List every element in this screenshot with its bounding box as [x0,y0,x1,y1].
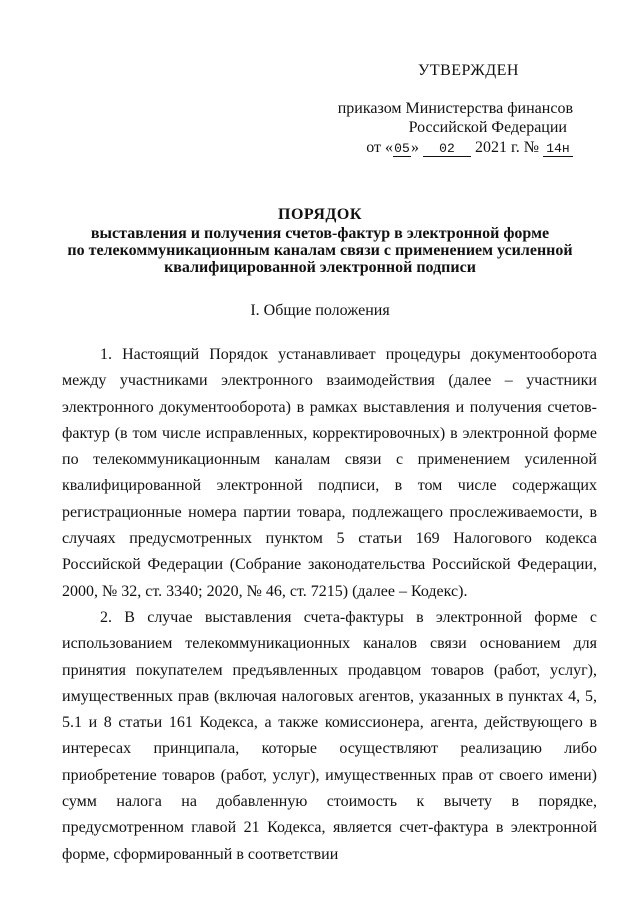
approval-date-line [366,139,573,157]
date-prefix: от « [366,139,393,156]
date-year-number-label: 2021 г. № [474,139,539,156]
paragraph-1: 1. Настоящий Порядок устанавливает процедуры документооборота между участниками электронного взаимодействия (далее – участники электронного документооборота) в рамках выставления и получения счетов-фактур (в том числе исправленных, корректировочных) в электронной форме по телекоммуникационным каналам связи с применением усиленной квалифицированной электронной подписи, в том числе содержащих регистрационные номера партии товара, подлежащего прослеживаемости, в случаях предусмотренных пунктом 5 статьи 169 Налогового кодекса Российской Федерации (Собрание законодательства Российской Федерации, 2000, № 32, ст. 3340; 2020, № 46, ст. 7215) (далее – Кодекс). [62,346,597,600]
approval-title: УТВЕРЖДЕН [418,62,519,79]
heading-line-1: выставления и получения счетов-фактур в электронной форме [90,225,550,242]
document-body [62,342,597,868]
document-heading [0,206,640,276]
approval-line-country: Российской Федерации [408,119,567,136]
order-number: 14н [543,142,573,157]
date-day: 05 [394,141,410,156]
heading-line-3: квалифицированной электронной подписи [164,259,476,276]
date-month: 02 [423,142,471,157]
date-mid: » [410,139,419,156]
paragraph-2: 2. В случае выставления счета-фактуры в электронной форме с использованием телекоммуникационных каналов связи основанием для принятия покупателем предъявленных продавцом товаров (работ, услуг), имущественных прав (включая налоговых агентов, указанных в пунктах 4, 5, 5.1 и 8 статьи 161 Кодекса, а также комиссионера, агента, действующего в интересах принципала, которые осуществляют реализацию либо приобретение товаров (работ, услуг), имущественных прав от своего имени) сумм налога на добавленную стоимость к вычету в порядке, предусмотренном главой 21 Кодекса, является счет-фактура в электронной форме, сформированный в соответствии [62,608,597,863]
approval-line-ministry: приказом Министерства финансов [337,100,573,117]
heading-line-2: по телекоммуникационным каналам связи с применением усиленной [67,242,573,259]
heading-main: ПОРЯДОК [278,206,362,223]
section-title: I. Общие положения [250,302,390,319]
